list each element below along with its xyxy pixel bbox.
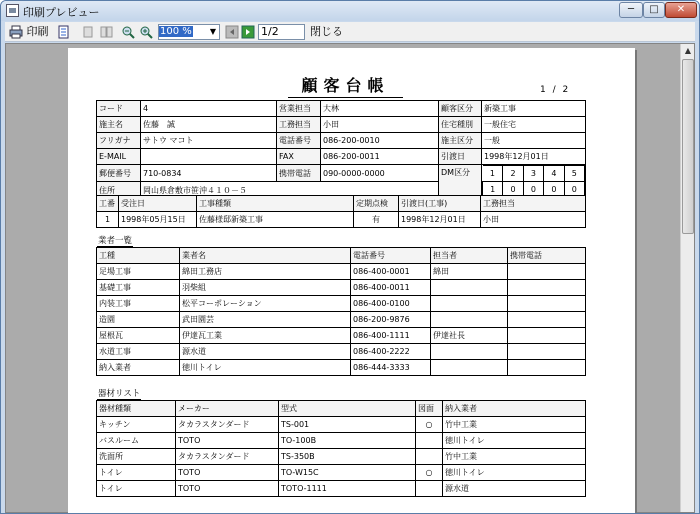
equipment-row — [97, 465, 586, 481]
vendor-cell: 綿田 — [431, 264, 508, 280]
job-header: 引渡日(工事) — [399, 196, 481, 212]
page-indicator: 1 / 2 — [540, 85, 571, 95]
dm-header: 5 — [564, 166, 584, 182]
equipment-cell: TOTO — [176, 481, 279, 497]
equipment-table — [96, 400, 586, 497]
report-page — [68, 48, 635, 514]
vendor-cell: 綿田工務店 — [180, 264, 351, 280]
equipment-header: メーカー — [176, 401, 279, 417]
field-label: E-MAIL — [97, 149, 141, 165]
job-header: 定期点検 — [354, 196, 399, 212]
zoom-out-button[interactable] — [121, 24, 135, 40]
job-cell: 1 — [97, 212, 119, 228]
vendor-cell: 086-400-0011 — [351, 280, 431, 296]
scroll-up-icon[interactable]: ▲ — [684, 46, 692, 55]
field-value: 1998年12月01日 — [482, 149, 586, 165]
field-value: サトウ マコト — [141, 133, 277, 149]
next-page-button[interactable] — [241, 24, 255, 40]
vendor-section-title: 業者一覧 — [98, 236, 133, 246]
equipment-cell: キッチン — [97, 417, 176, 433]
vendor-cell — [508, 280, 586, 296]
equipment-cell: TO-100B — [279, 433, 416, 449]
field-label: 顧客区分 — [439, 101, 482, 117]
job-header: 工番 — [97, 196, 119, 212]
vendor-row — [97, 344, 586, 360]
equipment-cell: TS-001 — [279, 417, 416, 433]
field-label: フリガナ — [97, 133, 141, 149]
job-table — [96, 195, 586, 228]
window-title: 印刷プレビュー — [23, 6, 100, 19]
field-label: 施主区分 — [439, 133, 482, 149]
vendor-cell: 納入業者 — [97, 360, 180, 376]
job-cell: 1998年05月15日 — [119, 212, 197, 228]
equipment-cell: 徳川トイレ — [443, 465, 586, 481]
dm-value: 0 — [503, 182, 523, 198]
field-value — [141, 149, 277, 165]
address-label: 住所 — [97, 182, 141, 199]
vendor-cell — [431, 296, 508, 312]
chevron-down-icon: ▼ — [209, 27, 216, 36]
vendor-cell — [508, 264, 586, 280]
vertical-scrollbar[interactable] — [680, 44, 694, 512]
vendor-cell: 徳川トイレ — [180, 360, 351, 376]
equipment-header-row — [97, 401, 586, 417]
title-bar[interactable] — [1, 1, 699, 21]
vendor-cell — [431, 312, 508, 328]
dm-value: 0 — [523, 182, 543, 198]
zoom-out-icon — [121, 25, 135, 39]
printer-icon — [9, 25, 23, 39]
close-preview-button[interactable]: 閉じる — [310, 25, 343, 38]
dm-cell — [482, 165, 586, 199]
job-cell: 佐藤様邸新築工事 — [197, 212, 354, 228]
next-page-icon — [241, 25, 255, 39]
field-value: 086-200-0011 — [321, 149, 439, 165]
equipment-cell: ○ — [416, 417, 443, 433]
vendor-row — [97, 312, 586, 328]
equipment-cell: 洗面所 — [97, 449, 176, 465]
equipment-cell — [416, 481, 443, 497]
field-label: 住宅種別 — [439, 117, 482, 133]
vendor-cell — [508, 344, 586, 360]
vendor-header: 携帯電話 — [508, 248, 586, 264]
equipment-cell: 源水道 — [443, 481, 586, 497]
report-title: 顧客台帳 — [288, 73, 403, 98]
postal-value: 710-0834 — [141, 165, 277, 182]
mobile-value: 090-0000-0000 — [321, 165, 439, 182]
zoom-in-button[interactable] — [139, 24, 153, 40]
dm-header: 1 — [483, 166, 503, 182]
equipment-header: 型式 — [279, 401, 416, 417]
prev-page-icon — [225, 25, 239, 39]
maximize-button[interactable]: □ — [643, 2, 665, 18]
vendor-cell: 基礎工事 — [97, 280, 180, 296]
equipment-section-title: 器材リスト — [98, 389, 141, 399]
vendor-header: 工種 — [97, 248, 180, 264]
single-page-button[interactable] — [81, 24, 95, 40]
print-button[interactable] — [9, 24, 49, 40]
vendor-cell: 伊達社長 — [431, 328, 508, 344]
job-header: 受注日 — [119, 196, 197, 212]
job-cell: 有 — [354, 212, 399, 228]
vendor-cell: 086-400-0001 — [351, 264, 431, 280]
field-value: 大林 — [321, 101, 439, 117]
vendor-cell — [431, 344, 508, 360]
vendor-cell: 086-400-1111 — [351, 328, 431, 344]
job-header: 工務担当 — [481, 196, 586, 212]
equipment-cell: 徳川トイレ — [443, 433, 586, 449]
field-value: 佐藤 誠 — [141, 117, 277, 133]
field-label: 工務担当 — [277, 117, 321, 133]
vendor-cell — [508, 360, 586, 376]
field-label: 電話番号 — [277, 133, 321, 149]
prev-page-button[interactable] — [225, 24, 239, 40]
multi-page-button[interactable] — [99, 24, 113, 40]
dm-header: 4 — [544, 166, 564, 182]
equipment-cell: 竹中工業 — [443, 417, 586, 433]
equipment-cell: TO-W15C — [279, 465, 416, 481]
job-cell: 小田 — [481, 212, 586, 228]
address-value: 岡山県倉敷市笹沖４１０－５ — [141, 182, 439, 199]
vendor-cell: 086-400-2222 — [351, 344, 431, 360]
print-label: 印刷 — [26, 25, 49, 38]
equipment-cell: TOTO — [176, 433, 279, 449]
single-page-icon — [81, 25, 95, 39]
vendor-cell: 足場工事 — [97, 264, 180, 280]
vendor-cell: 内装工事 — [97, 296, 180, 312]
zoom-in-icon — [139, 25, 153, 39]
vendor-cell: 086-200-9876 — [351, 312, 431, 328]
equipment-cell: 竹中工業 — [443, 449, 586, 465]
equipment-row — [97, 417, 586, 433]
field-value: 小田 — [321, 117, 439, 133]
vendor-row — [97, 280, 586, 296]
vendor-header: 担当者 — [431, 248, 508, 264]
dm-value: 1 — [483, 182, 503, 198]
vendor-cell: 松平コーポレーション — [180, 296, 351, 312]
preview-area[interactable] — [5, 43, 695, 513]
scrollbar-thumb[interactable] — [682, 59, 694, 234]
equipment-header: 器材種類 — [97, 401, 176, 417]
field-value: 一般住宅 — [482, 117, 586, 133]
job-header: 工事種類 — [197, 196, 354, 212]
minimize-button[interactable]: ─ — [619, 2, 643, 18]
vendor-cell — [508, 312, 586, 328]
vendor-row — [97, 360, 586, 376]
dm-value: 0 — [544, 182, 564, 198]
equipment-cell: タカラスタンダード — [176, 449, 279, 465]
vendor-cell: 伊達瓦工業 — [180, 328, 351, 344]
close-window-button[interactable]: ✕ — [665, 2, 697, 18]
field-label: 引渡日 — [439, 149, 482, 165]
equipment-header: 図面 — [416, 401, 443, 417]
field-value: 4 — [141, 101, 277, 117]
vendor-table — [96, 247, 586, 376]
customer-info-row — [97, 133, 586, 149]
field-label: FAX — [277, 149, 321, 165]
vendor-cell: 086-444-3333 — [351, 360, 431, 376]
vendor-cell: 羽柴組 — [180, 280, 351, 296]
vendor-row — [97, 328, 586, 344]
app-icon — [6, 4, 19, 17]
equipment-row — [97, 449, 586, 465]
equipment-cell: トイレ — [97, 481, 176, 497]
equipment-cell: TOTO — [176, 465, 279, 481]
vendor-cell: 屋根瓦 — [97, 328, 180, 344]
job-cell: 1998年12月01日 — [399, 212, 481, 228]
equipment-row — [97, 481, 586, 497]
page-setup-icon — [57, 25, 71, 39]
dm-grid — [482, 165, 585, 198]
vendor-cell — [508, 328, 586, 344]
page-setup-button[interactable] — [57, 24, 71, 40]
vendor-header: 業者名 — [180, 248, 351, 264]
vendor-cell: 水道工事 — [97, 344, 180, 360]
equipment-cell: バスルーム — [97, 433, 176, 449]
vendor-cell — [431, 280, 508, 296]
equipment-cell — [416, 449, 443, 465]
dm-label: DM区分 — [439, 165, 482, 199]
field-label: 施主名 — [97, 117, 141, 133]
equipment-cell: タカラスタンダード — [176, 417, 279, 433]
vendor-cell: 武田園芸 — [180, 312, 351, 328]
equipment-row — [97, 433, 586, 449]
vendor-header: 電話番号 — [351, 248, 431, 264]
vendor-cell: 源水道 — [180, 344, 351, 360]
vendor-cell — [508, 296, 586, 312]
postal-label: 郵便番号 — [97, 165, 141, 182]
vendor-row — [97, 264, 586, 280]
equipment-cell — [416, 433, 443, 449]
vendor-cell: 086-400-0100 — [351, 296, 431, 312]
field-value: 一般 — [482, 133, 586, 149]
equipment-cell: TS-350B — [279, 449, 416, 465]
field-value: 新築工事 — [482, 101, 586, 117]
dm-value: 0 — [564, 182, 584, 198]
equipment-cell: トイレ — [97, 465, 176, 481]
mobile-label: 携帯電話 — [277, 165, 321, 182]
multi-page-icon — [99, 25, 113, 39]
field-label: コード — [97, 101, 141, 117]
vendor-cell — [431, 360, 508, 376]
customer-info-table — [96, 100, 586, 199]
customer-info-row — [97, 149, 586, 165]
customer-info-row — [97, 101, 586, 117]
zoom-value: 100 % — [160, 26, 192, 37]
vendor-row — [97, 296, 586, 312]
vendor-header-row — [97, 248, 586, 264]
toolbar — [5, 22, 695, 42]
equipment-cell: ○ — [416, 465, 443, 481]
vendor-cell: 造園 — [97, 312, 180, 328]
equipment-header: 納入業者 — [443, 401, 586, 417]
zoom-select[interactable] — [158, 24, 220, 40]
page-number-input[interactable]: 1/2 — [258, 24, 305, 40]
dm-header: 3 — [523, 166, 543, 182]
field-value: 086-200-0010 — [321, 133, 439, 149]
field-label: 営業担当 — [277, 101, 321, 117]
dm-header: 2 — [503, 166, 523, 182]
customer-info-row — [97, 117, 586, 133]
equipment-cell: TOTO-1111 — [279, 481, 416, 497]
